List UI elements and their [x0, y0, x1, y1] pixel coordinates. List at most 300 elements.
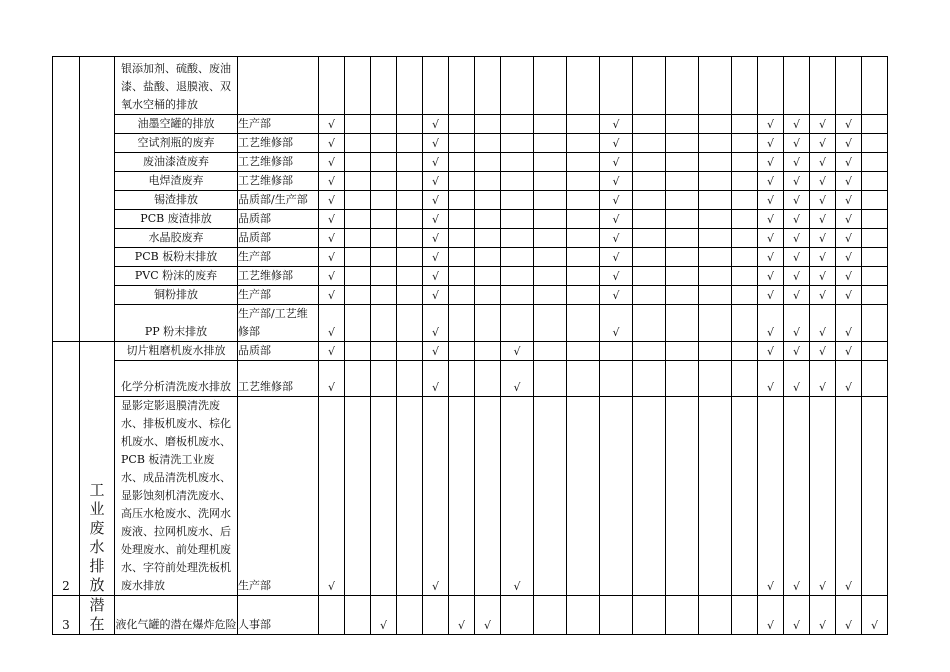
criteria-cell — [423, 267, 449, 286]
criteria-cell — [836, 191, 862, 210]
criteria-cell — [475, 248, 501, 267]
criteria-cell — [397, 191, 423, 210]
check-mark-icon: √ — [792, 326, 800, 339]
criteria-cell — [758, 397, 784, 596]
criteria-cell — [501, 153, 534, 172]
criteria-cell — [534, 267, 567, 286]
check-mark-icon: √ — [818, 118, 826, 131]
criteria-cell — [862, 229, 888, 248]
criteria-cell — [633, 286, 666, 305]
criteria-cell — [397, 210, 423, 229]
check-mark-icon: √ — [327, 326, 335, 339]
criteria-cell — [449, 286, 475, 305]
criteria-cell — [784, 115, 810, 134]
criteria-cell — [449, 229, 475, 248]
check-mark-icon: √ — [844, 270, 852, 283]
criteria-cell — [423, 286, 449, 305]
criteria-cell — [345, 596, 371, 635]
criteria-cell — [633, 191, 666, 210]
criteria-cell — [732, 134, 758, 153]
check-mark-icon: √ — [431, 194, 439, 207]
activity-cell: PP 粉末排放 — [115, 305, 238, 342]
check-mark-icon: √ — [327, 137, 335, 150]
criteria-cell — [732, 305, 758, 342]
criteria-cell — [600, 286, 633, 305]
activity-cell: 废油漆渣废弃 — [115, 153, 238, 172]
criteria-cell — [666, 210, 699, 229]
criteria-cell — [567, 153, 600, 172]
criteria-cell — [633, 57, 666, 115]
criteria-cell — [449, 172, 475, 191]
criteria-cell — [784, 134, 810, 153]
check-mark-icon: √ — [792, 137, 800, 150]
criteria-cell — [423, 342, 449, 361]
criteria-cell — [397, 57, 423, 115]
criteria-cell — [732, 57, 758, 115]
criteria-cell — [567, 115, 600, 134]
check-mark-icon: √ — [766, 194, 774, 207]
criteria-cell — [397, 172, 423, 191]
criteria-cell — [371, 229, 397, 248]
activity-cell: 液化气罐的潜在爆炸危险 — [115, 596, 238, 635]
check-mark-icon: √ — [612, 118, 620, 131]
criteria-cell — [758, 267, 784, 286]
check-mark-icon: √ — [327, 194, 335, 207]
check-mark-icon: √ — [818, 232, 826, 245]
check-mark-icon: √ — [766, 580, 774, 593]
criteria-cell — [501, 191, 534, 210]
activity-cell: 锡渣排放 — [115, 191, 238, 210]
criteria-cell — [319, 172, 345, 191]
criteria-cell — [501, 267, 534, 286]
criteria-cell — [423, 229, 449, 248]
table-row — [53, 596, 888, 635]
criteria-cell — [633, 596, 666, 635]
criteria-cell — [345, 57, 371, 115]
criteria-cell — [397, 115, 423, 134]
criteria-cell — [633, 115, 666, 134]
criteria-cell — [423, 172, 449, 191]
criteria-cell — [449, 210, 475, 229]
criteria-cell — [345, 286, 371, 305]
check-mark-icon: √ — [379, 619, 387, 632]
criteria-cell — [810, 153, 836, 172]
criteria-cell — [397, 286, 423, 305]
table-row — [53, 172, 888, 191]
criteria-cell — [699, 229, 732, 248]
check-mark-icon: √ — [818, 326, 826, 339]
criteria-cell — [345, 134, 371, 153]
criteria-cell — [397, 305, 423, 342]
check-mark-icon: √ — [818, 175, 826, 188]
criteria-cell — [345, 153, 371, 172]
criteria-cell — [784, 191, 810, 210]
criteria-cell — [423, 210, 449, 229]
criteria-cell — [810, 305, 836, 342]
criteria-cell — [633, 397, 666, 596]
department-cell: 工艺维修部 — [238, 172, 319, 191]
criteria-cell — [534, 248, 567, 267]
criteria-cell — [475, 153, 501, 172]
check-mark-icon: √ — [792, 194, 800, 207]
criteria-cell — [501, 286, 534, 305]
criteria-cell — [810, 172, 836, 191]
criteria-cell — [475, 342, 501, 361]
criteria-cell — [319, 210, 345, 229]
check-mark-icon: √ — [612, 251, 620, 264]
criteria-cell — [810, 397, 836, 596]
activity-cell: 银添加剂、硫酸、废油漆、盐酸、退膜液、双氧水空桶的排放 — [115, 57, 238, 115]
department-cell: 品质部 — [238, 210, 319, 229]
table-row — [53, 397, 888, 596]
check-mark-icon: √ — [844, 580, 852, 593]
criteria-cell — [862, 210, 888, 229]
criteria-cell — [397, 248, 423, 267]
check-mark-icon: √ — [612, 289, 620, 302]
criteria-cell — [397, 134, 423, 153]
criteria-cell — [423, 248, 449, 267]
check-mark-icon: √ — [327, 580, 335, 593]
criteria-cell — [600, 361, 633, 397]
table-row — [53, 134, 888, 153]
check-mark-icon: √ — [818, 213, 826, 226]
activity-cell: 水晶胶废弃 — [115, 229, 238, 248]
check-mark-icon: √ — [870, 619, 878, 632]
criteria-cell — [319, 229, 345, 248]
criteria-cell — [319, 153, 345, 172]
activity-cell: 切片粗磨机废水排放 — [115, 342, 238, 361]
criteria-cell — [534, 286, 567, 305]
criteria-cell — [784, 596, 810, 635]
criteria-cell — [810, 115, 836, 134]
criteria-cell — [449, 115, 475, 134]
criteria-cell — [345, 342, 371, 361]
criteria-cell — [600, 248, 633, 267]
criteria-cell — [666, 57, 699, 115]
department-cell: 品质部/生产部 — [238, 191, 319, 210]
criteria-cell — [475, 57, 501, 115]
criteria-cell — [475, 172, 501, 191]
criteria-cell — [862, 248, 888, 267]
criteria-cell — [423, 361, 449, 397]
criteria-cell — [567, 596, 600, 635]
criteria-cell — [862, 397, 888, 596]
criteria-cell — [810, 191, 836, 210]
check-mark-icon: √ — [792, 175, 800, 188]
criteria-cell — [567, 210, 600, 229]
criteria-cell — [600, 267, 633, 286]
check-mark-icon: √ — [792, 251, 800, 264]
criteria-cell — [397, 596, 423, 635]
criteria-cell — [501, 361, 534, 397]
criteria-cell — [732, 596, 758, 635]
criteria-cell — [501, 115, 534, 134]
check-mark-icon: √ — [766, 619, 774, 632]
criteria-cell — [501, 248, 534, 267]
criteria-cell — [534, 115, 567, 134]
criteria-cell — [534, 191, 567, 210]
criteria-cell — [501, 342, 534, 361]
criteria-cell — [666, 153, 699, 172]
criteria-cell — [475, 596, 501, 635]
criteria-cell — [666, 286, 699, 305]
criteria-cell — [567, 248, 600, 267]
department-cell: 生产部 — [238, 397, 319, 596]
check-mark-icon: √ — [431, 213, 439, 226]
activity-cell: 化学分析清洗废水排放 — [115, 361, 238, 397]
criteria-cell — [475, 115, 501, 134]
activity-cell: PVC 粉沫的废弃 — [115, 267, 238, 286]
criteria-cell — [319, 115, 345, 134]
check-mark-icon: √ — [792, 345, 800, 358]
criteria-cell — [732, 286, 758, 305]
criteria-cell — [810, 229, 836, 248]
criteria-cell — [423, 305, 449, 342]
table-row — [53, 342, 888, 361]
criteria-cell — [758, 134, 784, 153]
check-mark-icon: √ — [792, 232, 800, 245]
check-mark-icon: √ — [792, 580, 800, 593]
criteria-cell — [534, 305, 567, 342]
criteria-cell — [758, 172, 784, 191]
criteria-cell — [475, 397, 501, 596]
criteria-cell — [567, 172, 600, 191]
criteria-cell — [699, 172, 732, 191]
check-mark-icon: √ — [483, 619, 491, 632]
criteria-cell — [810, 248, 836, 267]
check-mark-icon: √ — [513, 345, 521, 358]
criteria-cell — [732, 115, 758, 134]
activity-cell: 空试剂瓶的废弃 — [115, 134, 238, 153]
criteria-cell — [666, 115, 699, 134]
activity-cell: PCB 板粉末排放 — [115, 248, 238, 267]
criteria-cell — [758, 153, 784, 172]
department-cell: 工艺维修部 — [238, 267, 319, 286]
criteria-cell — [319, 342, 345, 361]
criteria-cell — [633, 210, 666, 229]
criteria-cell — [666, 596, 699, 635]
criteria-cell — [449, 596, 475, 635]
criteria-cell — [836, 267, 862, 286]
criteria-cell — [699, 210, 732, 229]
criteria-cell — [862, 134, 888, 153]
criteria-cell — [371, 361, 397, 397]
criteria-cell — [836, 134, 862, 153]
criteria-cell — [600, 134, 633, 153]
criteria-cell — [784, 172, 810, 191]
department-cell: 生产部/工艺维修部 — [238, 305, 319, 342]
check-mark-icon: √ — [818, 137, 826, 150]
criteria-cell — [862, 115, 888, 134]
criteria-cell — [862, 342, 888, 361]
criteria-cell — [345, 115, 371, 134]
criteria-cell — [501, 229, 534, 248]
criteria-cell — [758, 361, 784, 397]
criteria-cell — [699, 267, 732, 286]
criteria-cell — [501, 172, 534, 191]
criteria-cell — [534, 361, 567, 397]
check-mark-icon: √ — [513, 580, 521, 593]
check-mark-icon: √ — [818, 345, 826, 358]
criteria-cell — [371, 134, 397, 153]
criteria-cell — [345, 191, 371, 210]
criteria-cell — [600, 191, 633, 210]
criteria-cell — [836, 342, 862, 361]
criteria-cell — [371, 305, 397, 342]
criteria-cell — [732, 172, 758, 191]
check-mark-icon: √ — [327, 381, 335, 394]
criteria-cell — [567, 134, 600, 153]
criteria-cell — [371, 153, 397, 172]
criteria-cell — [699, 134, 732, 153]
criteria-cell — [666, 267, 699, 286]
criteria-cell — [600, 210, 633, 229]
criteria-cell — [534, 172, 567, 191]
criteria-cell — [666, 305, 699, 342]
department-cell: 生产部 — [238, 286, 319, 305]
table-row — [53, 305, 888, 342]
check-mark-icon: √ — [792, 213, 800, 226]
criteria-cell — [699, 153, 732, 172]
criteria-cell — [862, 191, 888, 210]
criteria-cell — [732, 397, 758, 596]
criteria-cell — [600, 397, 633, 596]
criteria-cell — [397, 361, 423, 397]
department-cell: 工艺维修部 — [238, 153, 319, 172]
criteria-cell — [371, 267, 397, 286]
criteria-cell — [836, 286, 862, 305]
criteria-cell — [345, 229, 371, 248]
criteria-cell — [732, 361, 758, 397]
check-mark-icon: √ — [844, 118, 852, 131]
check-mark-icon: √ — [612, 326, 620, 339]
criteria-cell — [567, 57, 600, 115]
category-cell: 工业废水排放 — [80, 342, 115, 596]
activity-cell: 油墨空罐的排放 — [115, 115, 238, 134]
criteria-cell — [345, 210, 371, 229]
check-mark-icon: √ — [766, 137, 774, 150]
table-row — [53, 191, 888, 210]
criteria-cell — [666, 229, 699, 248]
check-mark-icon: √ — [327, 289, 335, 302]
criteria-cell — [836, 229, 862, 248]
criteria-cell — [371, 172, 397, 191]
criteria-cell — [319, 57, 345, 115]
criteria-cell — [732, 153, 758, 172]
environmental-aspects-table — [52, 56, 888, 635]
check-mark-icon: √ — [766, 156, 774, 169]
criteria-cell — [784, 248, 810, 267]
criteria-cell — [475, 267, 501, 286]
criteria-cell — [836, 361, 862, 397]
check-mark-icon: √ — [844, 194, 852, 207]
check-mark-icon: √ — [766, 118, 774, 131]
criteria-cell — [784, 305, 810, 342]
table-row — [53, 57, 888, 115]
criteria-cell — [449, 305, 475, 342]
check-mark-icon: √ — [612, 175, 620, 188]
criteria-cell — [371, 210, 397, 229]
check-mark-icon: √ — [431, 175, 439, 188]
criteria-cell — [567, 342, 600, 361]
check-mark-icon: √ — [844, 326, 852, 339]
criteria-cell — [423, 596, 449, 635]
criteria-cell — [449, 134, 475, 153]
check-mark-icon: √ — [844, 156, 852, 169]
category-cell — [80, 57, 115, 342]
criteria-cell — [836, 248, 862, 267]
criteria-cell — [319, 397, 345, 596]
criteria-cell — [449, 342, 475, 361]
check-mark-icon: √ — [431, 137, 439, 150]
check-mark-icon: √ — [844, 381, 852, 394]
criteria-cell — [810, 361, 836, 397]
criteria-cell — [534, 153, 567, 172]
criteria-cell — [810, 267, 836, 286]
item-number-cell: 2 — [53, 342, 80, 596]
check-mark-icon: √ — [457, 619, 465, 632]
criteria-cell — [319, 267, 345, 286]
check-mark-icon: √ — [431, 381, 439, 394]
criteria-cell — [633, 305, 666, 342]
criteria-cell — [371, 191, 397, 210]
criteria-cell — [600, 172, 633, 191]
check-mark-icon: √ — [792, 289, 800, 302]
criteria-cell — [371, 115, 397, 134]
item-number-cell: 3 — [53, 596, 80, 635]
criteria-cell — [699, 286, 732, 305]
criteria-cell — [423, 191, 449, 210]
criteria-cell — [345, 397, 371, 596]
criteria-cell — [836, 172, 862, 191]
check-mark-icon: √ — [818, 270, 826, 283]
check-mark-icon: √ — [792, 270, 800, 283]
criteria-cell — [397, 342, 423, 361]
criteria-cell — [600, 342, 633, 361]
criteria-cell — [600, 229, 633, 248]
criteria-cell — [371, 57, 397, 115]
criteria-cell — [567, 361, 600, 397]
check-mark-icon: √ — [612, 194, 620, 207]
check-mark-icon: √ — [818, 156, 826, 169]
criteria-cell — [319, 248, 345, 267]
criteria-cell — [666, 134, 699, 153]
document-page — [52, 56, 888, 635]
criteria-cell — [810, 342, 836, 361]
criteria-cell — [319, 286, 345, 305]
criteria-cell — [836, 115, 862, 134]
check-mark-icon: √ — [431, 289, 439, 302]
check-mark-icon: √ — [431, 118, 439, 131]
check-mark-icon: √ — [766, 289, 774, 302]
criteria-cell — [449, 57, 475, 115]
criteria-cell — [862, 305, 888, 342]
criteria-cell — [699, 305, 732, 342]
criteria-cell — [345, 305, 371, 342]
check-mark-icon: √ — [327, 270, 335, 283]
table-row — [53, 229, 888, 248]
criteria-cell — [784, 361, 810, 397]
criteria-cell — [836, 153, 862, 172]
check-mark-icon: √ — [513, 381, 521, 394]
criteria-cell — [732, 229, 758, 248]
criteria-cell — [600, 596, 633, 635]
check-mark-icon: √ — [327, 232, 335, 245]
criteria-cell — [758, 115, 784, 134]
criteria-cell — [699, 397, 732, 596]
criteria-cell — [501, 596, 534, 635]
check-mark-icon: √ — [327, 213, 335, 226]
